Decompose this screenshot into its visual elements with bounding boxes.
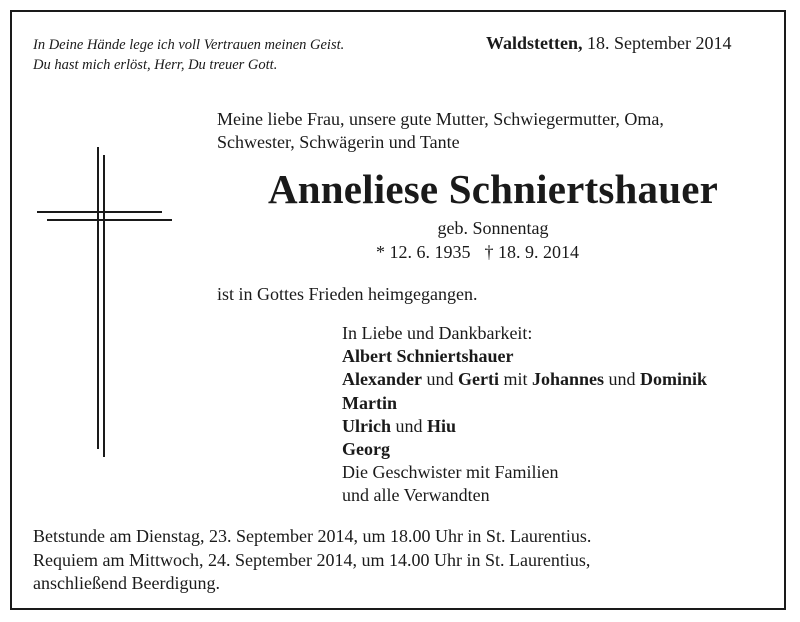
deceased-name: Anneliese Schniertshauer [267,166,719,212]
mourners-relatives: und alle Verwandten [342,485,490,506]
mourner-name: Martin [342,392,397,413]
mourner-name: Hiu [427,415,457,436]
motto-verse [33,35,344,75]
service-line-3: anschließend Beerdigung. [33,573,220,593]
mourner-name: Georg [342,439,390,460]
mourners-list [342,322,707,508]
mourners-siblings: Die Geschwister mit Familien [342,462,559,483]
mourner-name: Johannes [532,369,605,390]
intro-line-1: Meine liebe Frau, unsere gute Mutter, Schwiegermutter, Oma, [217,109,664,129]
passed-away-text: ist in Gottes Frieden heimgegangen. [217,284,478,304]
motto-line-2: Du hast mich erlöst, Herr, Du treuer Gott. [33,57,278,73]
connector-text: und [608,369,636,390]
motto-line-1: In Deine Hände lege ich voll Vertrauen meinen Geist. [33,37,345,53]
mourner-family-line [342,368,707,391]
service-line-1: Betstunde am Dienstag, 23. September 2014, um 18.00 Uhr in St. Laurentius. [33,526,592,546]
connector-text: und [426,369,454,390]
death-date: † 18. 9. 2014 [484,242,579,262]
intro-text [217,108,664,154]
date: 18. September 2014 [587,33,732,53]
birth-name: geb. Sonnentag [437,218,549,238]
life-dates [376,242,579,263]
mourners-heading: In Liebe und Dankbarkeit: [342,323,533,343]
place: Waldstetten, [486,33,583,53]
mourner-name: Ulrich [342,415,391,436]
intro-line-2: Schwester, Schwägerin und Tante [217,132,460,152]
service-info [33,525,591,596]
birth-date: * 12. 6. 1935 [376,242,471,262]
mourner-husband: Albert Schniertshauer [342,346,514,367]
mourner-name: Dominik [640,369,708,390]
connector-text: und [395,415,423,436]
mourner-name: Alexander [342,369,422,390]
connector-text: mit [503,369,528,390]
place-date [486,33,731,54]
mourner-name: Gerti [458,369,499,390]
mourner-family-line [342,415,707,438]
service-line-2: Requiem am Mittwoch, 24. September 2014, um 14.00 Uhr in St. Laurentius, [33,549,591,570]
